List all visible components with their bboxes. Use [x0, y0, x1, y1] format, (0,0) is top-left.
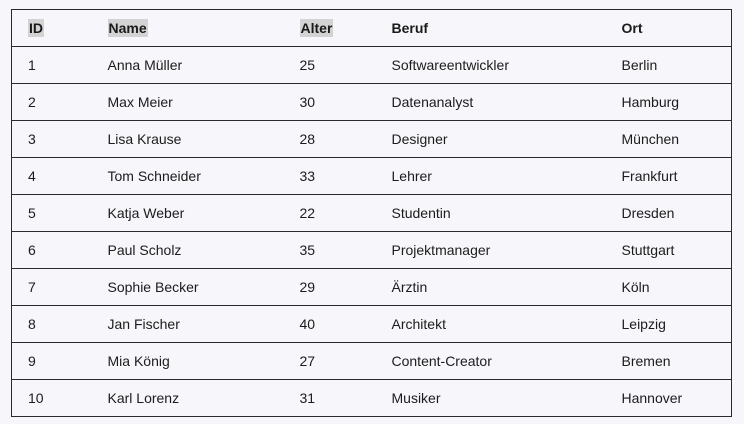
table-row — [12, 269, 732, 306]
cell-alter: 29 — [284, 269, 376, 306]
cell-beruf: Lehrer — [376, 158, 606, 195]
column-header-ort[interactable] — [606, 10, 732, 47]
cell-name: Max Meier — [92, 84, 284, 121]
cell-alter: 27 — [284, 343, 376, 380]
column-header-beruf[interactable] — [376, 10, 606, 47]
cell-alter: 40 — [284, 306, 376, 343]
cell-name: Mia König — [92, 343, 284, 380]
cell-id: 7 — [12, 269, 92, 306]
table-header — [12, 10, 732, 47]
cell-ort: Frankfurt — [606, 158, 732, 195]
table-row — [12, 380, 732, 417]
cell-name: Anna Müller — [92, 47, 284, 84]
cell-ort: Dresden — [606, 195, 732, 232]
header-row — [12, 10, 732, 47]
cell-beruf: Musiker — [376, 380, 606, 417]
column-header-ort-label: Ort — [621, 20, 643, 36]
cell-id: 3 — [12, 121, 92, 158]
cell-alter: 33 — [284, 158, 376, 195]
cell-ort: Köln — [606, 269, 732, 306]
cell-id: 1 — [12, 47, 92, 84]
cell-beruf: Designer — [376, 121, 606, 158]
column-header-alter-label: Alter — [300, 20, 333, 36]
cell-alter: 35 — [284, 232, 376, 269]
column-header-id-label: ID — [29, 20, 43, 36]
cell-beruf: Datenanalyst — [376, 84, 606, 121]
cell-ort: Berlin — [606, 47, 732, 84]
cell-id: 9 — [12, 343, 92, 380]
cell-beruf: Content-Creator — [376, 343, 606, 380]
cell-alter: 31 — [284, 380, 376, 417]
table-row — [12, 195, 732, 232]
column-header-beruf-label: Beruf — [391, 20, 429, 36]
table-row — [12, 306, 732, 343]
cell-name: Tom Schneider — [92, 158, 284, 195]
cell-ort: Stuttgart — [606, 232, 732, 269]
cell-beruf: Architekt — [376, 306, 606, 343]
cell-alter: 28 — [284, 121, 376, 158]
cell-beruf: Softwareentwickler — [376, 47, 606, 84]
cell-id: 5 — [12, 195, 92, 232]
column-header-name-label: Name — [108, 20, 147, 36]
cell-name: Karl Lorenz — [92, 380, 284, 417]
cell-id: 6 — [12, 232, 92, 269]
cell-ort: Hannover — [606, 380, 732, 417]
cell-id: 2 — [12, 84, 92, 121]
cell-id: 8 — [12, 306, 92, 343]
table-row — [12, 121, 732, 158]
cell-alter: 30 — [284, 84, 376, 121]
cell-ort: Hamburg — [606, 84, 732, 121]
cell-alter: 25 — [284, 47, 376, 84]
cell-beruf: Studentin — [376, 195, 606, 232]
table-row — [12, 343, 732, 380]
column-header-id[interactable] — [12, 10, 92, 47]
table-row — [12, 158, 732, 195]
cell-id: 4 — [12, 158, 92, 195]
table-body — [12, 47, 732, 417]
cell-ort: München — [606, 121, 732, 158]
cell-alter: 22 — [284, 195, 376, 232]
column-header-name[interactable] — [92, 10, 284, 47]
cell-name: Paul Scholz — [92, 232, 284, 269]
column-header-alter[interactable] — [284, 10, 376, 47]
cell-name: Jan Fischer — [92, 306, 284, 343]
people-table-container — [11, 9, 731, 417]
cell-ort: Bremen — [606, 343, 732, 380]
cell-name: Lisa Krause — [92, 121, 284, 158]
cell-name: Sophie Becker — [92, 269, 284, 306]
people-table — [11, 9, 732, 417]
cell-beruf: Ärztin — [376, 269, 606, 306]
cell-name: Katja Weber — [92, 195, 284, 232]
cell-ort: Leipzig — [606, 306, 732, 343]
cell-id: 10 — [12, 380, 92, 417]
table-row — [12, 47, 732, 84]
table-row — [12, 232, 732, 269]
table-row — [12, 84, 732, 121]
cell-beruf: Projektmanager — [376, 232, 606, 269]
